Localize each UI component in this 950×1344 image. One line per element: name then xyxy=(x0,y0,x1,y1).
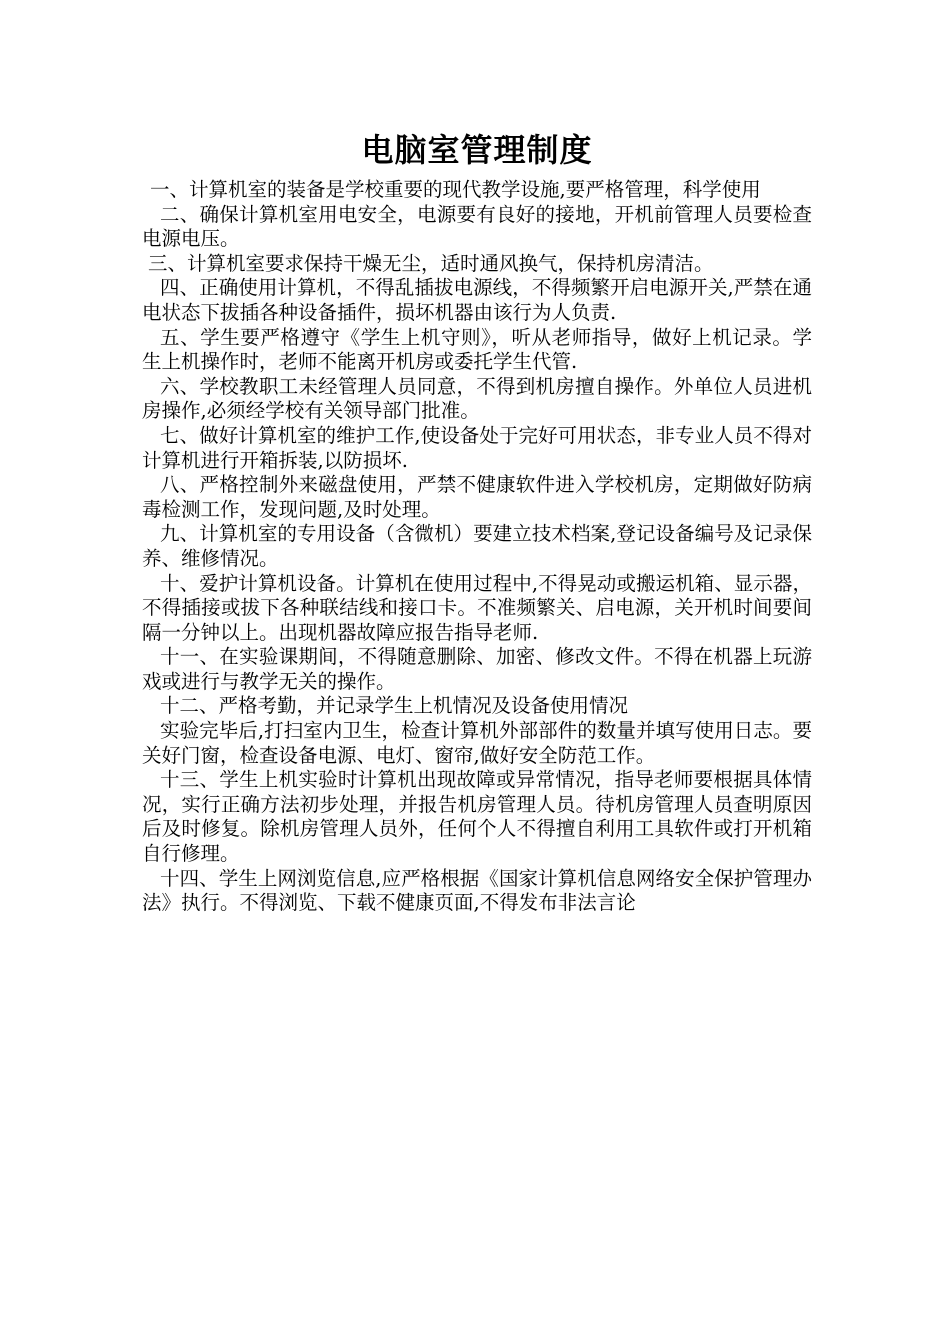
rule-paragraph-14: 十四、学生上网浏览信息,应严格根据《国家计算机信息网络安全保护管理办法》执行。不得浏览、下载不健康页面,不得发布非法言论 xyxy=(142,866,812,915)
rule-paragraph-8: 八、严格控制外来磁盘使用，严禁不健康软件进入学校机房，定期做好防病毒检测工作，发现问题,及时处理。 xyxy=(142,473,812,521)
rule-paragraph-1: 一、计算机室的装备是学校重要的现代教学设施,要严格管理，科学使用 xyxy=(150,178,761,201)
rule-paragraph-13: 十三、学生上机实验时计算机出现故障或异常情况，指导老师要根据具体情况，实行正确方法初步处理，并报告机房管理人员。待机房管理人员查明原因后及时修复。除机房管理人员外，任何个人不得擅自利用工具软件或打开机箱自行修理。 xyxy=(142,768,812,866)
rule-paragraph-2: 二、确保计算机室用电安全，电源要有良好的接地，开机前管理人员要检查电源电压。 xyxy=(142,202,812,251)
rule-paragraph-3: 三、计算机室要求保持干燥无尘，适时通风换气，保持机房清洁。 xyxy=(148,251,714,275)
rule-paragraph-12: 十二、严格考勤，并记录学生上机情况及设备使用情况 xyxy=(160,694,629,718)
rule-paragraph-5: 五、学生要严格遵守《学生上机守则》，听从老师指导，做好上机记录。学生上机操作时，老师不能离开机房或委托学生代管. xyxy=(142,325,812,374)
document-title: 电脑室管理制度 xyxy=(361,131,593,169)
rule-paragraph-11: 十一、在实验课期间，不得随意删除、加密、修改文件。不得在机器上玩游戏或进行与教学无关的操作。 xyxy=(142,645,812,693)
rule-paragraph-12-detail: 实验完毕后,打扫室内卫生，检查计算机外部部件的数量并填写使用日志。要关好门窗，检查设备电源、电灯、窗帘,做好安全防范工作。 xyxy=(142,719,812,767)
rule-paragraph-7: 七、做好计算机室的维护工作,使设备处于完好可用状态，非专业人员不得对计算机进行开箱拆装,以防损坏. xyxy=(142,423,812,472)
document-page xyxy=(142,126,812,916)
rule-paragraph-4: 四、正确使用计算机，不得乱插拔电源线，不得频繁开启电源开关,严禁在通电状态下拔插各种设备插件，损坏机器由该行为人负责. xyxy=(142,276,812,324)
rule-paragraph-10: 十、爱护计算机设备。计算机在使用过程中,不得晃动或搬运机箱、显示器，不得插接或拔下各种联结线和接口卡。不准频繁关、启电源，关开机时间要间隔一分钟以上。出现机器故障应报告指导老师. xyxy=(142,571,812,644)
rule-paragraph-9: 九、计算机室的专用设备（含微机）要建立技术档案,登记设备编号及记录保养、维修情况。 xyxy=(142,522,812,570)
rule-paragraph-6: 六、学校教职工未经管理人员同意，不得到机房擅自操作。外单位人员进机房操作,必须经学校有关领导部门批准。 xyxy=(142,374,812,423)
